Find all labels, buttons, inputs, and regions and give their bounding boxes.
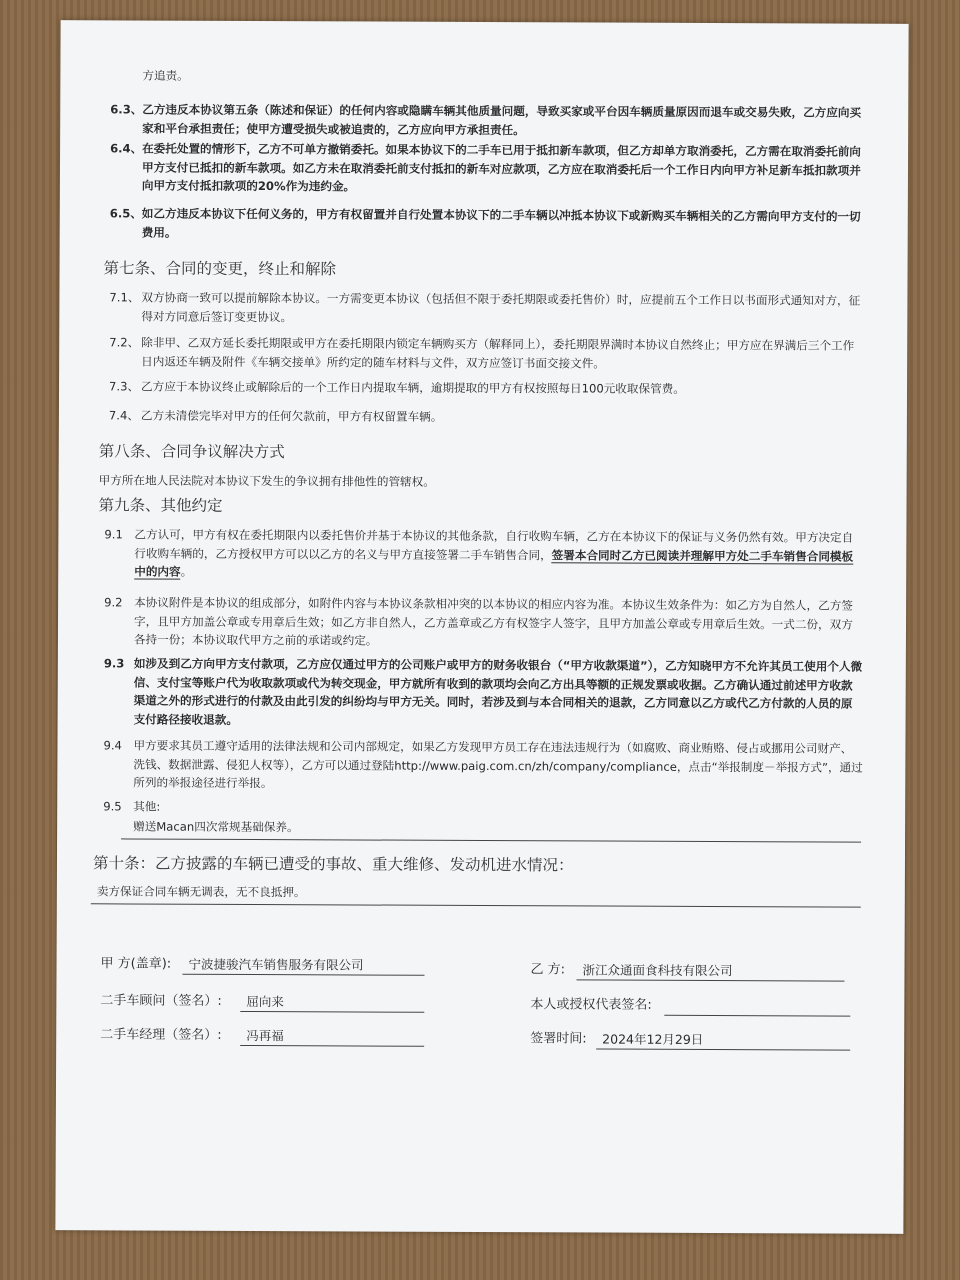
manager-label: 二手车经理（签名）: [100, 1027, 222, 1043]
section-10-fill: 卖方保证合同车辆无调表，无不良抵押。 [96, 884, 306, 900]
clause-number: 7.2、 [109, 335, 140, 350]
contract-page [55, 20, 908, 1234]
clause-text: 乙方应于本协议终止或解除后的一个工作日内提取车辆，逾期提取的甲方有权按照每日100元收取保管费。 [141, 379, 685, 396]
clause-7-3 [109, 377, 864, 399]
clause-7-4 [109, 406, 864, 428]
clause-number: 9.2 [104, 595, 123, 610]
fill-line [121, 838, 861, 842]
clause-text: 双方协商一致可以提前解除本协议。一方需变更本协议（包括但不限于委托期限或委托售价）时，应提前五个工作日以书面形式通知对方，征得对方同意后签订变更协议。 [141, 290, 861, 324]
clause-text: 除非甲、乙双方延长委托期限或甲方在委托期限内锁定车辆购买方（解释同上），委托期限界满时本协议自然终止；甲方应在界满后三个工作日内返还车辆及附件《车辆交接单》所约定的随车材料与文件，双方应签订书面交接文件。 [141, 335, 855, 371]
clause-text: 方追责。 [142, 68, 189, 83]
section-10-heading: 第十条：乙方披露的车辆已遭受的事故、重大维修、发动机进水情况： [92, 854, 574, 875]
clause-number: 7.3、 [109, 379, 140, 394]
consultant-signature-field[interactable]: 屈向来 [240, 993, 424, 1013]
clause-number: 7.1、 [109, 290, 140, 305]
party-b-field[interactable]: 浙江众通面食科技有限公司 [576, 961, 844, 981]
clause-6-2-tail [142, 67, 862, 89]
clause-9-3 [104, 654, 864, 731]
date-field[interactable]: 2024年12月29日 [596, 1031, 850, 1051]
clause-text: 如涉及到乙方向甲方支付款项，乙方应仅通过甲方的公司账户或甲方的财务收银台（“甲方收款渠道”），乙方知晓甲方不允许其员工使用个人微信、支付宝等账户代为收取款项或代为转交现金，甲方就所有收到的款项均会向乙方出具等额的正规发票或收据。乙方确认通过前述甲方收款渠道之外的形式进行的付款及由此引发的纠纷均与甲方无关。同时，若涉及到与本合同相关的退款，乙方同意以乙方或代乙方付款的人员的原支付路径接收退款。 [133, 656, 863, 727]
clause-text [134, 525, 864, 584]
clause-9-5 [103, 797, 863, 819]
clause-9-1-end: 。 [180, 564, 193, 579]
rep-label: 本人或授权代表签名: [530, 997, 652, 1013]
clause-text: 如乙方违反本协议下任何义务的，甲方有权留置并自行处置本协议下的二手车辆以冲抵本协议下或新购买车辆相关的乙方需向甲方支付的一切费用。 [141, 206, 861, 240]
clause-6-3 [110, 100, 865, 140]
clause-number: 9.5 [103, 799, 122, 814]
manager-signature-field[interactable]: 冯再福 [240, 1027, 424, 1047]
clause-9-4 [103, 736, 863, 795]
clause-9-1-underlined: 签署本合同时乙方已阅读并理解甲方处二手车销售合同模板中的内容 [134, 547, 854, 579]
clause-number: 9.1 [104, 527, 123, 542]
clause-9-5-label: 其他: [133, 799, 161, 814]
consultant-label: 二手车顾问（签名）: [100, 993, 222, 1009]
clause-7-2 [109, 333, 864, 373]
section-7-heading: 第七条、合同的变更，终止和解除 [103, 259, 337, 279]
clause-number: 9.3 [103, 656, 125, 671]
clause-9-1-body: 乙方认可，甲方有权在委托期限内以委托售价并基于本协议的其他条款，自行收购车辆，乙方在本协议下的保证与义务仍然有效。甲方决定自行收购车辆的，乙方授权甲方可以以乙方的名义与甲方直接签署二手车销售合同， [134, 527, 854, 562]
clause-7-1 [109, 288, 864, 328]
clause-number: 9.4 [103, 738, 122, 753]
party-a-field[interactable]: 宁波捷骏汽车销售服务有限公司 [182, 956, 424, 976]
clause-text: 甲方要求其员工遵守适用的法律法规和公司内部规定，如果乙方发现甲方员工存在违法违规行为（如腐败、商业贿赂、侵占或挪用公司财产、洗钱、数据泄露、侵犯人权等），乙方可以通过登陆http://www.paig.com.cn/zh/company/compliance，点击“举报制度－举报方式”，通过所列的举报途径进行举报。 [133, 738, 863, 791]
clause-9-2 [104, 593, 864, 652]
clause-number: 6.3、 [110, 102, 143, 117]
fill-line [91, 903, 861, 907]
clause-text: 乙方未清偿完毕对甲方的任何欠款前，甲方有权留置车辆。 [140, 408, 443, 424]
clause-6-5 [110, 204, 865, 244]
section-9-heading: 第九条、其他约定 [98, 496, 223, 515]
clause-number: 7.4、 [108, 408, 139, 423]
clause-9-5-fill: 赠送Macan四次常规基础保养。 [133, 819, 299, 835]
rep-signature-field[interactable] [664, 997, 850, 1017]
clause-9-1 [104, 525, 864, 584]
clause-text: 在委托处置的情形下，乙方不可单方撤销委托。如果本协议下的二手车已用于抵扣新车款项，但乙方却单方取消委托，乙方需在取消委托前向甲方支付已抵扣的新车款项。如乙方未在取消委托前支付抵扣的新车对应款项，乙方应在取消委托后一个工作日内向甲方补足新车抵扣款项并向甲方支付抵扣款项的20%作为违约金。 [141, 141, 861, 194]
clause-number: 6.5、 [109, 206, 142, 221]
section-8-heading: 第八条、合同争议解决方式 [98, 442, 285, 462]
clause-text: 本协议附件是本协议的组成部分，如附件内容与本协议条款相冲突的以本协议的相应内容为准。本协议生效条件为：如乙方为自然人，乙方签字，且甲方加盖公章或专用章后生效；如乙方非自然人，乙方盖章或乙方有权签字人签字，且甲方加盖公章或专用章后生效。一式二份，双方各持一份；本协议取代甲方之前的承诺或约定。 [133, 595, 853, 648]
party-a-label: 甲 方(盖章): [100, 956, 172, 972]
party-b-label: 乙 方: [530, 962, 566, 978]
clause-number: 6.4、 [110, 141, 143, 156]
date-label: 签署时间: [530, 1031, 587, 1047]
clause-text: 乙方违反本协议第五条（陈述和保证）的任何内容或隐瞒车辆其他质量问题，导致买家或平台因车辆质量原因而退车或交易失败，乙方应向买家和平台承担责任；使甲方遭受损失或被追责的，乙方应向甲方承担责任。 [142, 102, 862, 137]
clause-6-4 [110, 139, 865, 198]
section-8-text: 甲方所在地人民法院对本协议下发生的争议拥有排他性的管辖权。 [98, 473, 435, 489]
